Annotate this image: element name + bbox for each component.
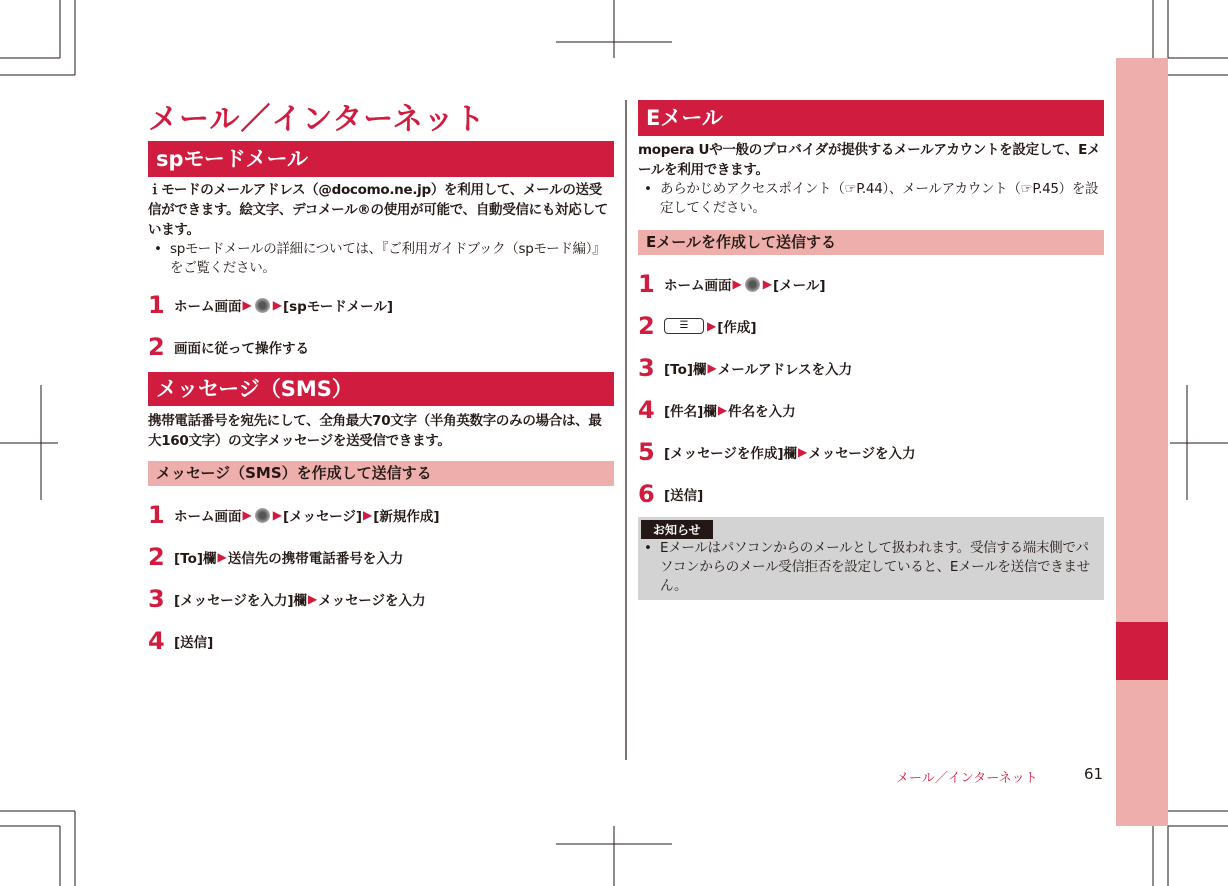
step-number: 2 [148, 333, 165, 361]
note-box [638, 517, 1104, 600]
arrow-icon: ▶ [272, 508, 282, 522]
arrow-icon: ▶ [798, 445, 808, 459]
menu-button-icon: ☰ [664, 318, 704, 334]
step-number: 5 [638, 438, 655, 466]
email-step-5 [638, 439, 1104, 465]
step-text: [メッセージを作成]欄 [664, 446, 798, 462]
step-number: 6 [638, 480, 655, 508]
menu-key-icon [255, 508, 270, 523]
email-step-3 [638, 355, 1104, 381]
step-number: 1 [638, 270, 655, 298]
page-number: 61 [1084, 765, 1104, 783]
step-text: [作成] [717, 320, 757, 336]
step-text: [件名]欄 [664, 404, 717, 420]
email-step-1 [638, 271, 1104, 297]
email-bullet: • あらかじめアクセスポイント（☞P.44）、メールアカウント（☞P.45）を設定してください。 [638, 180, 1104, 218]
arrow-icon: ▶ [217, 550, 227, 564]
step-text: 送信先の携帯電話番号を入力 [227, 551, 404, 567]
step-text: ホーム画面 [664, 278, 732, 294]
footer-section: メール／インターネット [896, 771, 1038, 786]
step-number: 1 [148, 291, 165, 319]
step-text: メッセージを入力 [318, 593, 426, 609]
arrow-icon: ▶ [308, 592, 318, 606]
step-number: 3 [148, 585, 165, 613]
email-step-2 [638, 313, 1104, 339]
arrow-icon: ▶ [732, 277, 742, 291]
note-text: • Eメールはパソコンからのメールとして扱われます。受信する端末側でパソコンからのメール受信拒否を設定していると、Eメールを送信できません。 [638, 539, 1104, 596]
sp-step-2 [148, 334, 614, 360]
step-number: 2 [148, 543, 165, 571]
step-number: 2 [638, 312, 655, 340]
sms-heading: メッセージ（SMS） [148, 372, 614, 406]
arrow-icon: ▶ [717, 403, 728, 417]
arrow-icon: ▶ [707, 361, 717, 375]
sp-mail-heading: spモードメール [148, 141, 614, 177]
step-text: [メッセージ] [282, 509, 362, 525]
note-tag: お知らせ [641, 520, 713, 539]
step-text: ホーム画面 [174, 509, 242, 525]
arrow-icon: ▶ [363, 508, 373, 522]
email-step-6 [638, 481, 1104, 507]
sp-mail-bullet: • spモードメールの詳細については、『ご利用ガイドブック（spモード編）』をご覧ください。 [148, 240, 614, 278]
left-column [148, 141, 614, 654]
side-index-active [1116, 622, 1168, 680]
step-text: [送信] [174, 635, 214, 651]
sms-subheading: メッセージ（SMS）を作成して送信する [148, 461, 614, 486]
step-number: 1 [148, 501, 165, 529]
arrow-icon: ▶ [242, 298, 252, 312]
sp-step-1 [148, 292, 614, 318]
arrow-icon: ▶ [242, 508, 252, 522]
email-intro: mopera Uや一般のプロバイダが提供するメールアカウントを設定して、Eメールを利用できます。 [638, 142, 1101, 178]
email-step-4 [638, 397, 1104, 423]
side-index-tab [1116, 58, 1168, 826]
step-text: [メール] [772, 278, 826, 294]
step-text: [送信] [664, 488, 704, 504]
step-text: 件名を入力 [728, 404, 796, 420]
step-text: [To]欄 [174, 551, 217, 567]
sms-intro: 携帯電話番号を宛先にして、全角最大70文字（半角英数字のみの場合は、最大160文字）の文字メッセージを送受信できます。 [148, 413, 602, 449]
email-subheading: Eメールを作成して送信する [638, 230, 1104, 255]
sms-step-1 [148, 502, 614, 528]
step-number: 4 [148, 627, 165, 655]
email-heading: Eメール [638, 100, 1104, 136]
menu-key-icon [255, 298, 270, 313]
step-text: ホーム画面 [174, 299, 242, 315]
sms-step-4 [148, 628, 614, 654]
sp-mail-intro: ｉモードのメールアドレス（@docomo.ne.jp）を利用して、メールの送受信ができます。絵文字、デコメール®の使用が可能で、自動受信にも対応しています。 [148, 182, 608, 238]
menu-key-icon [745, 277, 760, 292]
sms-step-3 [148, 586, 614, 612]
arrow-icon: ▶ [707, 319, 717, 333]
step-text: [新規作成] [373, 509, 440, 525]
step-text: [spモードメール] [282, 299, 394, 315]
arrow-icon: ▶ [272, 298, 282, 312]
step-text: メールアドレスを入力 [717, 362, 853, 378]
right-column [638, 100, 1104, 600]
step-text: [To]欄 [664, 362, 707, 378]
sms-step-2 [148, 544, 614, 570]
step-text: 画面に従って操作する [174, 341, 309, 357]
step-number: 4 [638, 396, 655, 424]
step-number: 3 [638, 354, 655, 382]
step-text: [メッセージを入力]欄 [174, 593, 308, 609]
page-title: メール／インターネット [148, 102, 486, 137]
arrow-icon: ▶ [762, 277, 772, 291]
step-text: メッセージを入力 [808, 446, 916, 462]
